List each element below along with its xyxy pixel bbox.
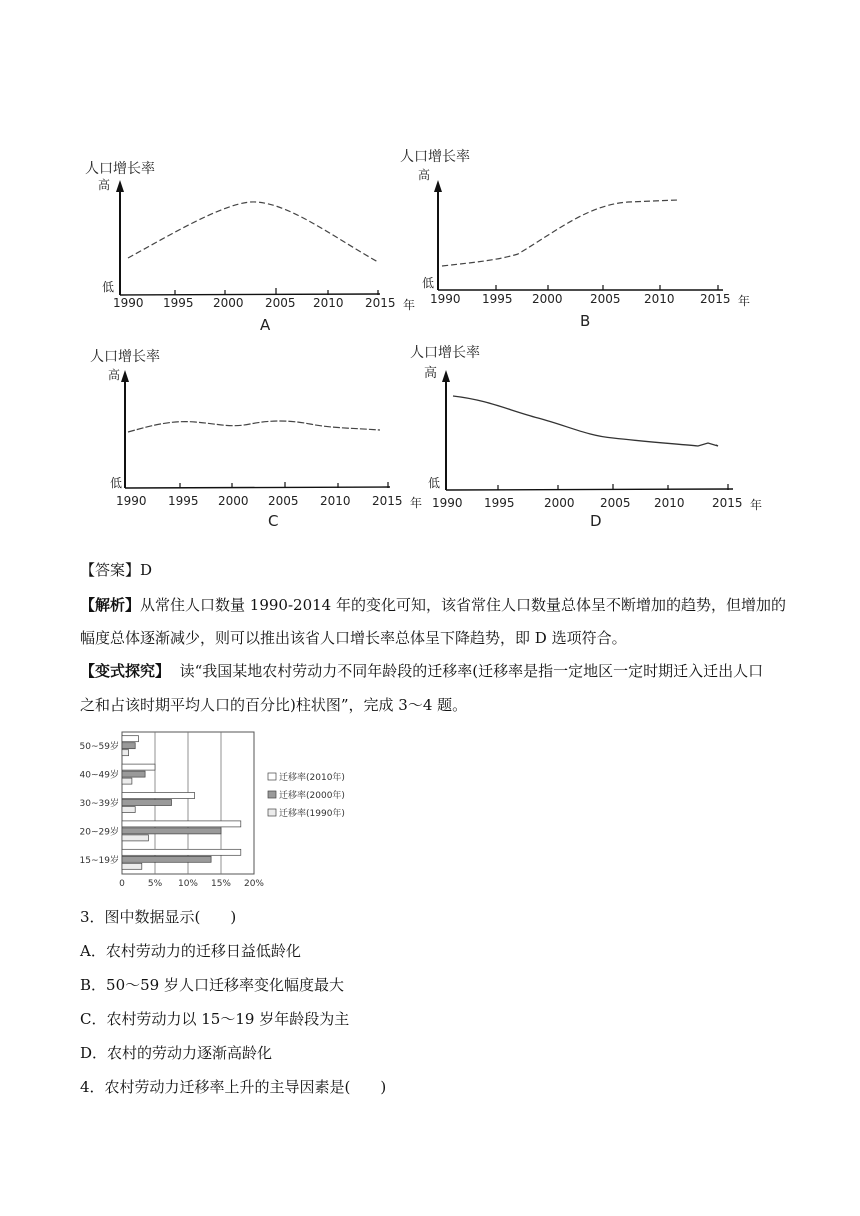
legend-label: 迁移率(2010年): [279, 773, 345, 783]
bar-x-tick-label: 10%: [177, 879, 199, 889]
legend-swatch: [268, 809, 276, 816]
legend-label: 迁移率(2000年): [279, 791, 345, 801]
analysis-label: 【解析】: [80, 596, 141, 614]
chart-a-caption: A: [260, 316, 271, 334]
bar-x-tick-label: 20%: [243, 879, 265, 889]
chart-a-high-label: 高: [98, 178, 111, 192]
option-c: C．农村劳动力以 15～19 岁年龄段为主: [80, 1010, 350, 1028]
variant-text-2: 之和占该时期平均人口的百分比)柱状图”，完成 3～4 题。: [80, 696, 468, 714]
chart-c-x-axis: [125, 487, 390, 488]
chart-d-low-label: 低: [428, 476, 441, 490]
bar-rect: [122, 828, 221, 834]
variant-line-1: [80, 660, 763, 682]
bar-x-tick-label: 5%: [147, 879, 163, 889]
bar-rect: [122, 778, 132, 784]
legend-swatch: [268, 773, 276, 780]
chart-d-caption: D: [590, 512, 602, 530]
chart-a-line: [128, 202, 378, 262]
bar-chart: [78, 728, 368, 894]
chart-b-ylabel: 人口增长率: [400, 149, 470, 165]
chart-d-line: [453, 396, 718, 446]
bar-rect: [122, 764, 155, 770]
question-3: 3．图中数据显示( ): [80, 908, 237, 926]
chart-c-low-label: 低: [110, 476, 123, 490]
option-b: B．50～59 岁人口迁移率变化幅度最大: [80, 976, 344, 994]
answer-line: [80, 559, 152, 581]
bar-category-label: 20~29岁: [79, 827, 119, 838]
answer-label: 【答案】: [80, 561, 141, 579]
bar-rect: [122, 800, 172, 806]
bar-rect: [122, 736, 139, 742]
variant-text-1: 读“我国某地农村劳动力不同年龄段的迁移率(迁移率是指一定地区一定时期迁入迁出人口: [179, 662, 764, 680]
bar-category-label: 30~39岁: [79, 799, 119, 809]
bar-rect: [122, 835, 148, 841]
bar-category-label: 50~59岁: [79, 742, 119, 753]
chart-b-line: [442, 200, 678, 266]
chart-c-high-label: 高: [108, 368, 121, 382]
bar-rect: [122, 771, 145, 777]
question-4: 4．农村劳动力迁移率上升的主导因素是( ): [80, 1078, 387, 1096]
chart-d-high-label: 高: [424, 366, 438, 381]
chart-c-y-arrow: [121, 370, 129, 382]
legend-swatch: [268, 791, 276, 798]
chart-a-ylabel: 人口增长率: [85, 161, 155, 177]
legend-label: 迁移率(1990年): [279, 809, 345, 819]
chart-d-plot: [398, 340, 758, 500]
chart-a-low-label: 低: [102, 280, 115, 294]
bar-category-label: 40~49岁: [79, 770, 119, 781]
chart-a-x-axis: [120, 294, 380, 295]
bar-rect: [122, 793, 195, 799]
variant-label: 【变式探究】: [80, 662, 171, 680]
bar-x-tick-label: 15%: [210, 879, 232, 889]
chart-b-y-arrow: [434, 180, 442, 192]
chart-c-ylabel: 人口增长率: [90, 349, 160, 365]
bar-rect: [122, 743, 135, 749]
bar-x-tick-label: 0: [119, 879, 125, 889]
chart-b-high-label: 高: [418, 168, 431, 182]
chart-b-caption: B: [580, 312, 591, 330]
bar-rect: [122, 807, 135, 813]
chart-a-plot: [80, 150, 420, 340]
analysis-line-1: [80, 594, 786, 616]
option-d: D．农村的劳动力逐渐高龄化: [80, 1044, 273, 1062]
option-a: A．农村劳动力的迁移日益低龄化: [80, 942, 301, 960]
chart-b-plot: [398, 150, 758, 340]
chart-c-caption: C: [268, 512, 279, 530]
bar-rect: [122, 821, 241, 827]
chart-b-low-label: 低: [422, 276, 435, 290]
chart-d-x-axis: [446, 489, 733, 490]
answer-value: D: [140, 561, 153, 579]
bar-rect: [122, 750, 129, 756]
chart-b-ticks: [496, 285, 718, 290]
bar-chart-svg: [78, 728, 368, 894]
bar-rect: [122, 856, 211, 862]
chart-d-ylabel: 人口增长率: [410, 345, 480, 361]
chart-a-y-arrow: [116, 180, 124, 192]
analysis-text-2: 幅度总体逐渐减少，则可以推出该省人口增长率总体呈下降趋势，即 D 选项符合。: [80, 629, 627, 647]
analysis-text-1: 从常住人口数量 1990-2014 年的变化可知，该省常住人口数量总体呈不断增加的趋势，但增加的: [140, 596, 786, 614]
bar-category-label: 15~19岁: [79, 855, 119, 866]
bar-rect: [122, 849, 241, 855]
chart-c-line: [128, 421, 380, 432]
bar-rect: [122, 863, 142, 869]
chart-d-y-arrow: [442, 370, 450, 382]
